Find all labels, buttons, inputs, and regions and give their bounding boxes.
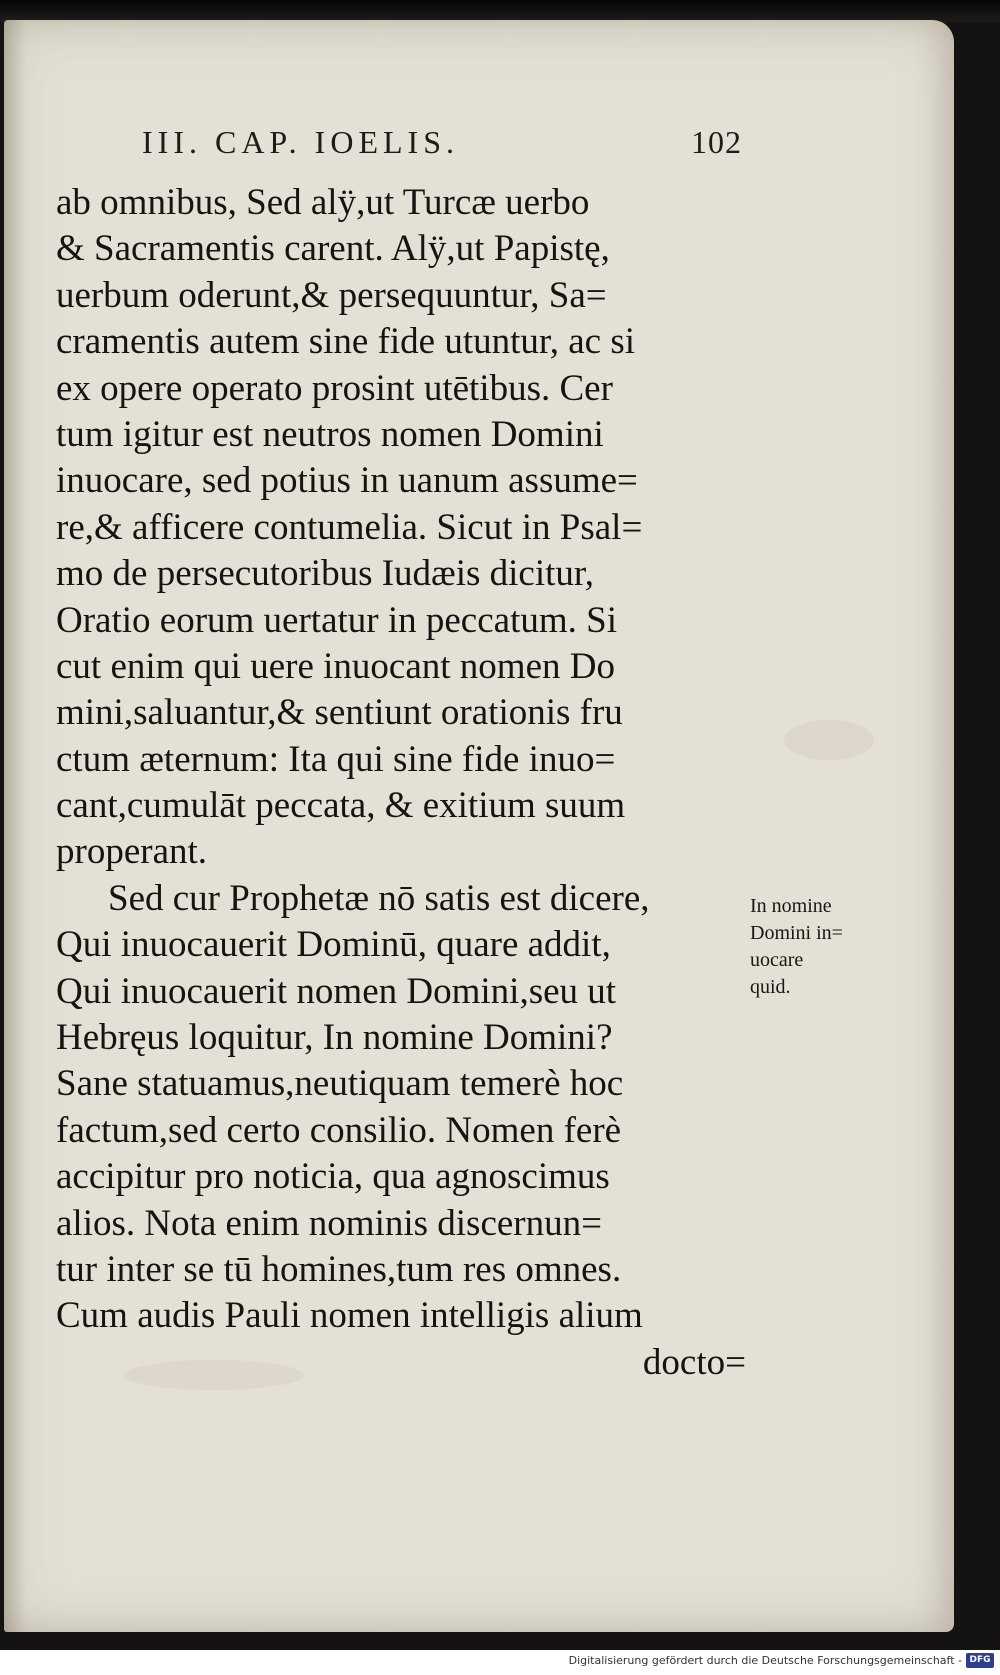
- marginal-note-line: uocare: [750, 949, 804, 971]
- text-line: alios. Nota enim nominis discernun=: [56, 1202, 602, 1244]
- running-head: [142, 124, 742, 168]
- text-line: accipitur pro noticia, qua agnoscimus: [56, 1156, 610, 1198]
- text-line: mo de persecutoribus Iudæis dicitur,: [56, 553, 594, 595]
- text-line: & Sacramentis carent. Alÿ,ut Papistę,: [56, 228, 610, 270]
- text-line: tum igitur est neutros nomen Domini: [56, 413, 604, 455]
- paragraph-start-line: Sed cur Prophetæ nō satis est dicere,: [108, 877, 650, 919]
- main-text-block: [56, 180, 756, 1386]
- text-line: inuocare, sed potius in uanum assume=: [56, 460, 638, 502]
- text-line: Qui inuocauerit Dominū, quare addit,: [56, 924, 611, 966]
- dfg-logo-icon: DFG: [966, 1653, 994, 1668]
- text-line: properant.: [56, 831, 208, 873]
- chapter-heading: III. CAP. IOELIS.: [142, 124, 459, 160]
- book-page: [4, 20, 954, 1632]
- text-line: Oratio eorum uertatur in peccatum. Si: [56, 599, 617, 641]
- text-line: ab omnibus, Sed alÿ,ut Turcæ uerbo: [56, 182, 590, 223]
- marginal-note-line: quid.: [750, 976, 791, 998]
- text-line: mini,saluantur,& sentiunt orationis fru: [56, 692, 623, 734]
- text-line: Hebręus loquitur, In nomine Domini?: [56, 1017, 613, 1059]
- text-line: uerbum oderunt,& persequuntur, Sa=: [56, 274, 607, 316]
- text-line: Cum audis Pauli nomen intelligis alium: [56, 1295, 643, 1337]
- text-line: cut enim qui uere inuocant nomen Do: [56, 645, 615, 687]
- marginal-note-line: Domini in=: [750, 922, 843, 944]
- funding-credit: Digitalisierung gefördert durch die Deutsche Forschungsgemeinschaft -: [568, 1654, 962, 1667]
- text-line: ex opere operato prosint utētibus. Cer: [56, 367, 613, 409]
- text-line: cant,cumulāt peccata, & exitium suum: [56, 785, 626, 827]
- text-line: ctum æternum: Ita qui sine fide inuo=: [56, 738, 616, 780]
- text-line: re,& afficere contumelia. Sicut in Psal=: [56, 506, 643, 548]
- text-line: Qui inuocauerit nomen Domini,seu ut: [56, 970, 617, 1012]
- marginal-note: [750, 893, 890, 1001]
- marginal-note-line: In nomine: [750, 895, 832, 917]
- page-number: 102: [691, 124, 742, 160]
- text-line: Sane statuamus,neutiquam temerè hoc: [56, 1063, 624, 1105]
- text-line: tur inter se tū homines,tum res omnes.: [56, 1248, 622, 1290]
- scan-background: [0, 0, 1000, 22]
- text-line: factum,sed certo consilio. Nomen ferè: [56, 1109, 622, 1151]
- paper-stain: [784, 720, 874, 760]
- catchword: docto=: [642, 1341, 746, 1383]
- text-line: cramentis autem sine fide utuntur, ac si: [56, 321, 636, 363]
- digitization-footer: [0, 1650, 1000, 1675]
